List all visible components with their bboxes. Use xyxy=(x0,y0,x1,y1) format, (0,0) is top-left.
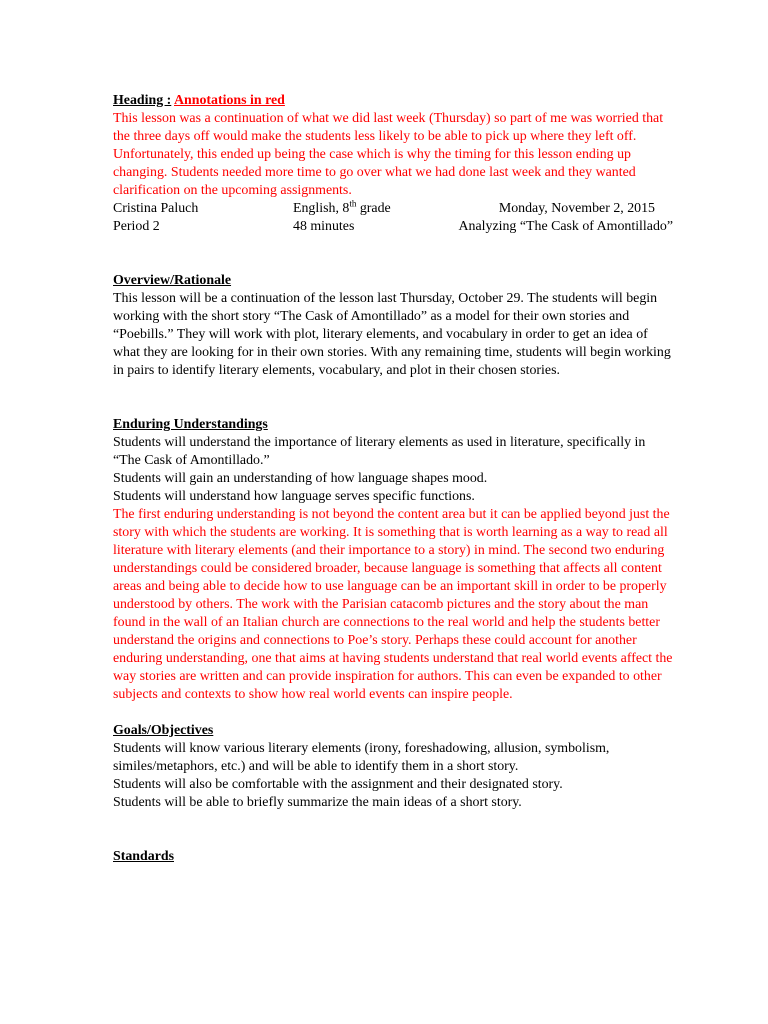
goals-heading: Goals/Objectives xyxy=(113,723,214,738)
info-row-2 xyxy=(113,218,673,236)
enduring-item: Students will understand how language serves specific functions. xyxy=(113,489,475,504)
spacer xyxy=(113,704,673,722)
goal-item: Students will be able to briefly summarize the main ideas of a short story. xyxy=(113,795,522,810)
subject xyxy=(293,200,391,218)
lesson-plan-page xyxy=(113,92,673,866)
period: Period 2 xyxy=(113,219,160,234)
spacer xyxy=(113,812,673,848)
goal-item: Students will also be comfortable with the assignment and their designated story. xyxy=(113,777,563,792)
teacher-name: Cristina Paluch xyxy=(113,201,199,216)
goal-item: Students will know various literary elements (irony, foreshadowing, allusion, symbolism, similes/metaphors, etc.) and will be able to identify them in a short story. xyxy=(113,741,610,774)
duration: 48 minutes xyxy=(293,219,355,234)
enduring-annotation: The first enduring understanding is not beyond the content area but it can be applied beyond just the story with which the students are working. It is something that is worth learning as a way to read all literature with literary elements (and their importance to a story) in mind. The second two enduring understandings could be considered broader, because language is something that affects all content areas and being able to decide how to use language can be an important skill in order to be properly understood by others. The work with the Parisian catacomb pictures and the story about the man found in the wall of an Italian church are connections to the real world and help the students better understand the origins and connections to Poe’s story. Perhaps these could account for another enduring understanding, one that aims at having students understand that real world events affect the way stories are written and can provide inspiration for authors. This can even be expanded to other subjects and contexts to show how real world events can inspire people. xyxy=(113,507,673,702)
spacer xyxy=(113,236,673,272)
spacer xyxy=(113,380,673,416)
standards-heading: Standards xyxy=(113,849,174,864)
subject-suffix: grade xyxy=(356,201,391,216)
heading-label: Heading : xyxy=(113,93,172,108)
overview-heading: Overview/Rationale xyxy=(113,273,232,288)
overview-text: This lesson will be a continuation of the lesson last Thursday, October 29. The students will begin working with the short story “The Cask of Amontillado” as a model for their own stories and “Poebills.” They will work with plot, literary elements, and vocabulary in order to get an idea of what they are looking for in their own stories. With any remaining time, students will begin working in pairs to identify literary elements, vocabulary, and plot in their chosen stories. xyxy=(113,291,671,378)
lesson-date: Monday, November 2, 2015 xyxy=(498,201,655,216)
subject-prefix: English, 8 xyxy=(293,201,350,216)
heading-line xyxy=(113,92,673,110)
enduring-item: Students will gain an understanding of how language shapes mood. xyxy=(113,471,488,486)
info-row-1 xyxy=(113,200,673,218)
enduring-heading: Enduring Understandings xyxy=(113,417,268,432)
annotation-note: Annotations in red xyxy=(174,93,285,108)
subject-sup: th xyxy=(349,198,357,209)
enduring-item: Students will understand the importance of literary elements as used in literature, specifically in “The Cask of Amontillado.” xyxy=(113,435,646,468)
lesson-topic: Analyzing “The Cask of Amontillado” xyxy=(458,219,673,234)
intro-annotation: This lesson was a continuation of what we did last week (Thursday) so part of me was worried that the three days off would make the students less likely to be able to pick up where they left off. Unfortunately, this ended up being the case which is why the timing for this lesson ending up changing. Students needed more time to go over what we had done last week and they wanted clarification on the upcoming assignments. xyxy=(113,111,664,198)
